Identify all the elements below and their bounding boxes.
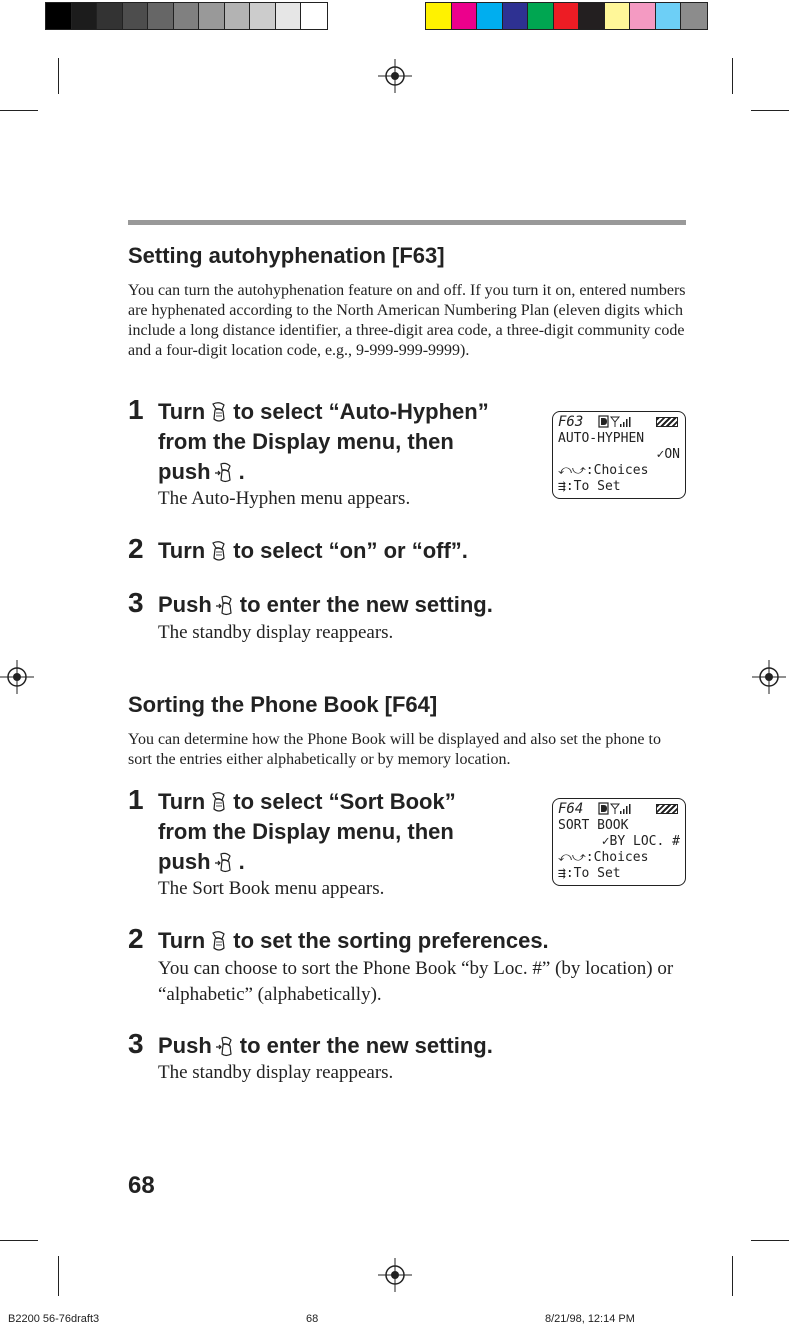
color-swatch bbox=[276, 3, 302, 29]
step-description: You can choose to sort the Phone Book “by Loc. #” (by location) or “alphabetic” (alphabetically). bbox=[158, 958, 674, 1005]
grayscale-calibration-bar bbox=[45, 2, 328, 30]
section-intro: You can turn the autohyphenation feature on and off. If you turn it on, entered numbers are hyphenated according to the North American Numbering Plan (eleven digits which include a long distance identifier, a three-digit area code, a three-digit community code and a four-digit location code, e.g., 9-999-999-9999). bbox=[128, 282, 686, 359]
jog-dial-icon bbox=[209, 791, 229, 813]
color-swatch bbox=[97, 3, 123, 29]
color-swatch bbox=[72, 3, 98, 29]
footer-page-label: 68 bbox=[306, 1313, 319, 1325]
section-intro: You can determine how the Phone Book will be displayed and also set the phone to sort the entries either alphabetically or by memory location. bbox=[128, 731, 661, 768]
step-description: The Auto-Hyphen menu appears. bbox=[158, 488, 411, 509]
color-swatch bbox=[199, 3, 225, 29]
jog-dial-push-icon bbox=[216, 1035, 236, 1057]
color-swatch bbox=[681, 3, 707, 29]
color-calibration-bar bbox=[425, 2, 708, 30]
jog-dial-push-icon bbox=[215, 851, 235, 873]
step-description: The standby display reappears. bbox=[158, 1062, 394, 1083]
color-swatch bbox=[554, 3, 580, 29]
color-swatch bbox=[452, 3, 478, 29]
step-instruction: Turn to select “Sort Book” from the Display menu, then push . bbox=[158, 789, 456, 874]
jog-dial-push-icon bbox=[216, 594, 236, 616]
section-heading: Setting autohyphenation [F63] bbox=[128, 243, 445, 268]
step-number: 2 bbox=[128, 533, 144, 564]
color-swatch bbox=[528, 3, 554, 29]
function-code: F63 bbox=[558, 414, 584, 430]
color-swatch bbox=[656, 3, 682, 29]
crop-mark bbox=[751, 1240, 789, 1241]
color-swatch bbox=[630, 3, 656, 29]
lcd-screen: F64 SORT BOOK ✓BY LOC. # ⤺⤻:Choices ⇶:To Set bbox=[552, 798, 686, 886]
step-number: 3 bbox=[128, 1028, 144, 1059]
function-code: F64 bbox=[558, 801, 584, 817]
footer-timestamp: 8/21/98, 12:14 PM bbox=[545, 1313, 635, 1325]
jog-dial-icon bbox=[209, 540, 229, 562]
jog-arrows-icon: ⤺⤻ bbox=[558, 463, 586, 478]
step-instruction: Turn to select “Auto-Hyphen” from the Display menu, then push . bbox=[158, 399, 489, 484]
crop-mark bbox=[58, 1256, 59, 1296]
battery-icon bbox=[656, 804, 678, 814]
crop-mark bbox=[732, 58, 733, 94]
color-swatch bbox=[123, 3, 149, 29]
battery-icon bbox=[656, 417, 678, 427]
color-swatch bbox=[503, 3, 529, 29]
registration-mark-icon bbox=[752, 660, 786, 694]
step-instruction: Turn to select “on” or “off”. bbox=[158, 538, 468, 563]
footer-file-label: B2200 56-76draft3 bbox=[8, 1313, 100, 1325]
step-number: 2 bbox=[128, 923, 144, 954]
lcd-screen: F63 AUTO-HYPHEN ✓ON ⤺⤻:Choices ⇶:To Set bbox=[552, 411, 686, 499]
step-instruction: Push to enter the new setting. bbox=[158, 592, 493, 617]
push-arrow-icon: ⇶ bbox=[558, 479, 566, 494]
step-description: The standby display reappears. bbox=[158, 622, 394, 643]
color-swatch bbox=[148, 3, 174, 29]
crop-mark bbox=[751, 110, 789, 111]
color-swatch bbox=[225, 3, 251, 29]
color-swatch bbox=[605, 3, 631, 29]
crop-mark bbox=[0, 110, 38, 111]
crop-mark bbox=[0, 1240, 38, 1241]
color-swatch bbox=[477, 3, 503, 29]
section-heading: Sorting the Phone Book [F64] bbox=[128, 692, 438, 717]
color-swatch bbox=[250, 3, 276, 29]
registration-mark-icon bbox=[0, 660, 34, 694]
step-description: The Sort Book menu appears. bbox=[158, 878, 385, 899]
color-swatch bbox=[174, 3, 200, 29]
jog-dial-push-icon bbox=[215, 461, 235, 483]
page-number: 68 bbox=[128, 1172, 155, 1199]
color-swatch bbox=[426, 3, 452, 29]
crop-mark bbox=[58, 58, 59, 94]
color-swatch bbox=[579, 3, 605, 29]
jog-dial-icon bbox=[209, 930, 229, 952]
color-swatch bbox=[46, 3, 72, 29]
registration-mark-icon bbox=[378, 59, 412, 93]
push-arrow-icon: ⇶ bbox=[558, 866, 566, 881]
color-swatch bbox=[301, 3, 327, 29]
section-rule bbox=[128, 220, 686, 225]
registration-mark-icon bbox=[378, 1258, 412, 1292]
step-number: 3 bbox=[128, 587, 144, 618]
step-number: 1 bbox=[128, 394, 144, 425]
lcd-line: ✓ON bbox=[656, 447, 680, 462]
step-instruction: Push to enter the new setting. bbox=[158, 1033, 493, 1058]
crop-mark bbox=[732, 1256, 733, 1296]
step-instruction: Turn to set the sorting preferences. bbox=[158, 928, 549, 953]
step-number: 1 bbox=[128, 784, 144, 815]
lcd-line: ✓BY LOC. # bbox=[601, 834, 680, 849]
lcd-line: SORT BOOK bbox=[558, 818, 629, 833]
jog-dial-icon bbox=[209, 401, 229, 423]
lcd-line: AUTO-HYPHEN bbox=[558, 431, 645, 446]
jog-arrows-icon: ⤺⤻ bbox=[558, 850, 586, 865]
